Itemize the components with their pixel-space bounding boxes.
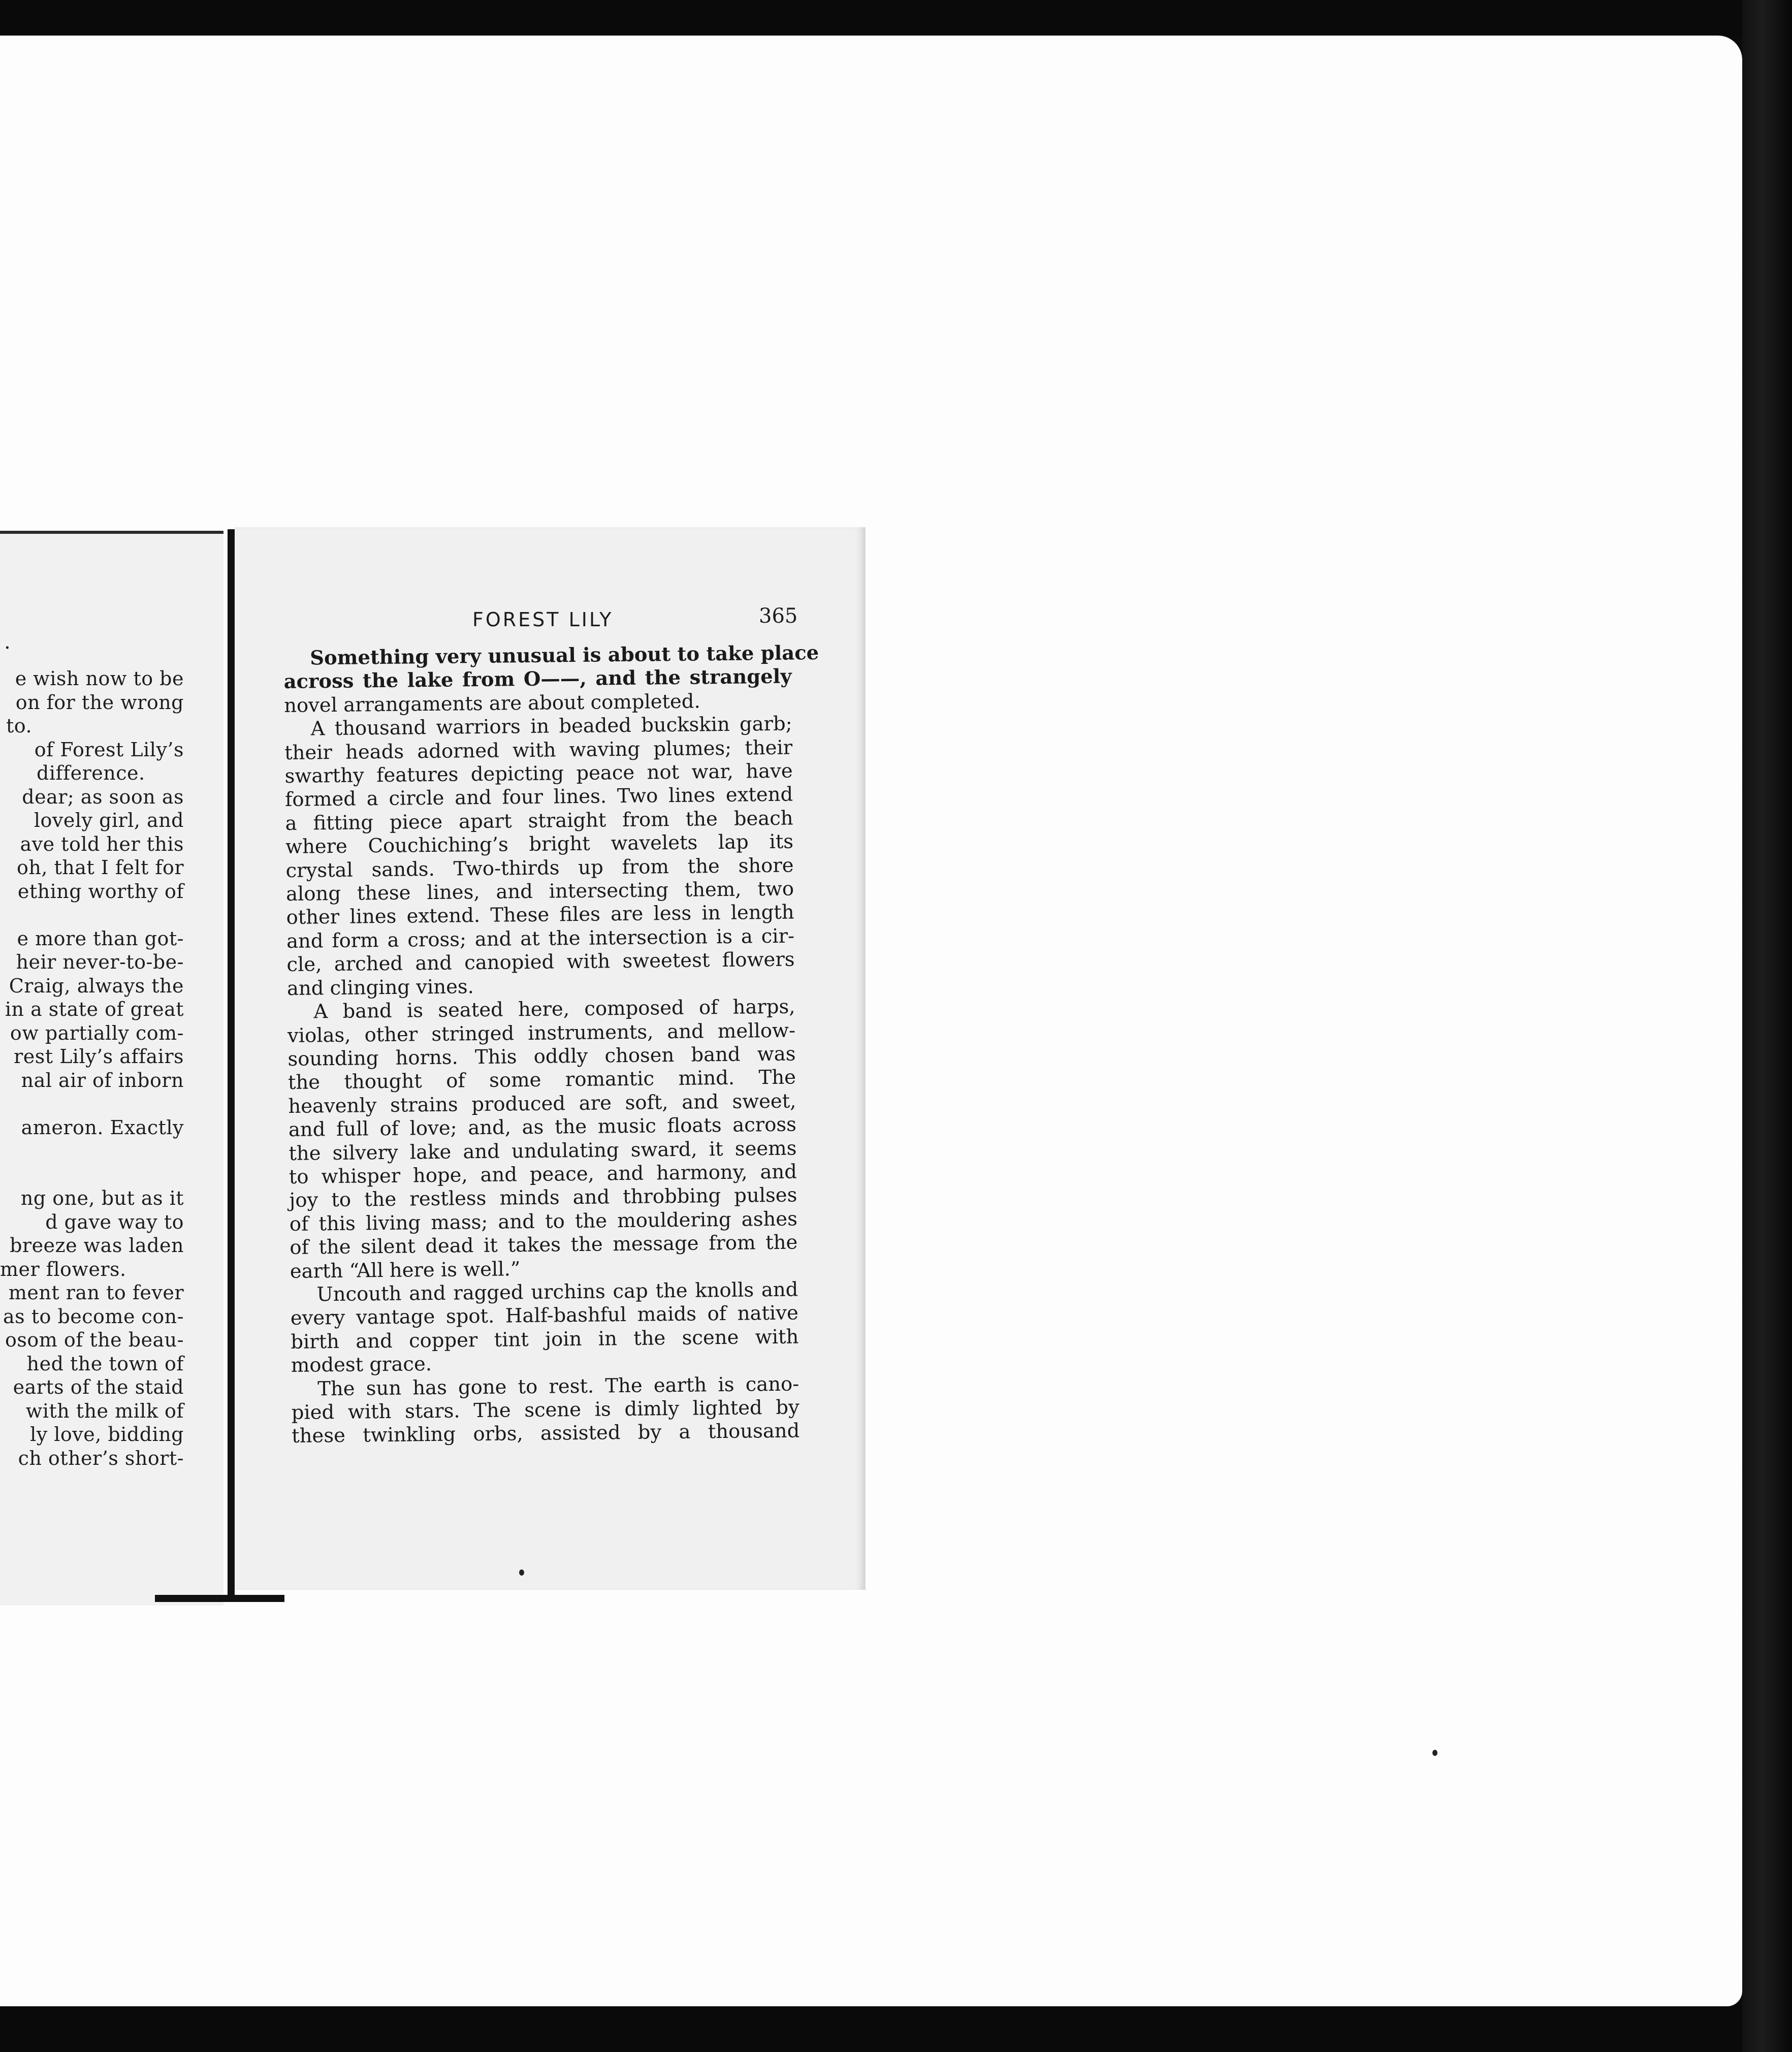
text-line: of the silent dead it takes the message from the — [290, 1231, 798, 1260]
text-line: violas, other stringed instruments, and mellow- — [287, 1018, 796, 1047]
blank-line — [0, 903, 184, 927]
text-line: in a state of great — [5, 998, 184, 1020]
film-border-right — [1742, 0, 1792, 2052]
book-page-365 — [235, 527, 866, 1590]
text-line: to. — [6, 715, 33, 737]
gutter-bottom-rule — [155, 1595, 284, 1602]
text-line: earts of the staid — [13, 1376, 184, 1398]
text-line: ow partially com- — [10, 1021, 184, 1044]
text-line: mer flowers. — [0, 1258, 126, 1280]
text-line: where Couchiching’s bright wavelets lap its — [285, 830, 794, 859]
film-border-bottom — [0, 2006, 1792, 2052]
text-line: as to become con- — [3, 1305, 184, 1328]
page-number: 365 — [759, 604, 798, 628]
text-line: swarthy features depicting peace not war, have — [284, 759, 793, 788]
previous-page-fragment — [0, 531, 223, 1606]
text-line: the silvery lake and undulating sward, it seems — [289, 1137, 797, 1165]
text-line: novel arrangaments are about completed. — [283, 690, 700, 717]
blank-line — [0, 1163, 184, 1187]
text-line: along these lines, and intersecting them, two — [285, 877, 794, 906]
text-line: dear; as soon as — [22, 785, 184, 808]
text-line: modest grace. — [291, 1353, 432, 1377]
blank-line — [0, 1139, 184, 1163]
text-line: crystal sands. Two-thirds up from the shore — [285, 854, 794, 882]
text-line: a fitting piece apart straight from the beach — [285, 807, 793, 835]
text-line: these twinkling orbs, assisted by a thousand — [292, 1419, 800, 1448]
text-line: nal air of inborn — [21, 1069, 184, 1092]
blank-line — [0, 1092, 184, 1116]
text-line: joy to the restless minds and throbbing pulses — [289, 1183, 797, 1212]
text-line: hed the town of — [26, 1352, 184, 1375]
film-border-top — [0, 0, 1792, 36]
text-line: other lines extend. These files are less in length — [286, 901, 794, 929]
page-header — [235, 604, 804, 639]
text-line: ly love, bidding — [30, 1423, 184, 1446]
text-line: pied with stars. The scene is dimly lighted by — [291, 1396, 799, 1424]
text-line: the thought of some romantic mind. The — [287, 1066, 796, 1095]
text-line: e more than got- — [17, 927, 184, 950]
text-line: ameron. Exactly — [21, 1116, 184, 1139]
text-line: to whisper hope, and peace, and harmony, and — [289, 1160, 797, 1189]
running-head: FOREST LILY — [472, 608, 614, 631]
text-line: earth “All here is well.” — [290, 1257, 521, 1283]
text-line: Uncouth and ragged urchins cap the knolls and — [316, 1278, 798, 1306]
text-line: every vantage spot. Half-bashful maids of native — [290, 1301, 799, 1330]
text-line: across the lake from O——, and the strangely — [283, 665, 792, 694]
text-line: sounding horns. This oddly chosen band was — [287, 1042, 796, 1071]
text-line: ave told her this — [20, 832, 184, 855]
text-line: their heads adorned with waving plumes; their — [284, 736, 793, 764]
page-body-text — [283, 641, 819, 1449]
text-line: A band is seated here, composed of harps, — [313, 995, 795, 1023]
text-line: ething worthy of — [17, 880, 184, 903]
text-line: oh, that I felt for — [16, 856, 184, 879]
text-line: ng one, but as it — [20, 1187, 184, 1209]
text-line: d gave way to — [45, 1210, 184, 1233]
previous-page-heading-fragment: . — [4, 630, 11, 654]
text-line: heir never-to-be- — [16, 951, 184, 973]
text-line: A thousand warriors in beaded buckskin garb; — [310, 712, 792, 741]
text-line: on for the wrong — [15, 691, 184, 714]
text-line: ment ran to fever — [8, 1281, 184, 1304]
text-line: e wish now to be — [15, 667, 184, 690]
text-line: birth and copper tint join in the scene with — [291, 1325, 799, 1354]
text-line: and full of love; and, as the music floats across — [288, 1113, 797, 1142]
text-line: rest Lily’s affairs — [14, 1045, 184, 1068]
film-speck — [519, 1569, 524, 1576]
text-line: and form a cross; and at the intersection is a cir- — [286, 924, 795, 953]
text-line: of this living mass; and to the mouldering ashes — [289, 1207, 798, 1236]
text-line: and clinging vines. — [286, 975, 474, 1000]
text-line: with the milk of — [25, 1399, 184, 1422]
text-line: formed a circle and four lines. Two lines extend — [284, 783, 793, 812]
text-line: of Forest Lily’s — [34, 738, 184, 761]
text-line: lovely girl, and — [34, 809, 184, 831]
text-line: osom of the beau- — [5, 1329, 184, 1351]
previous-page-text — [0, 667, 184, 1470]
text-line: The sun has gone to rest. The earth is cano- — [317, 1372, 799, 1400]
text-line: breeze was laden — [10, 1234, 184, 1257]
book-gutter-line — [228, 529, 235, 1601]
text-line: Craig, always the — [9, 974, 184, 997]
text-line: ch other’s short- — [18, 1447, 184, 1469]
text-line: difference. — [37, 762, 145, 784]
film-speck — [1432, 1750, 1437, 1756]
text-line: Something very unusual is about to take place — [309, 641, 819, 670]
text-line: heavenly strains produced are soft, and sweet, — [288, 1089, 796, 1118]
text-line: cle, arched and canopied with sweetest flowers — [286, 948, 795, 977]
